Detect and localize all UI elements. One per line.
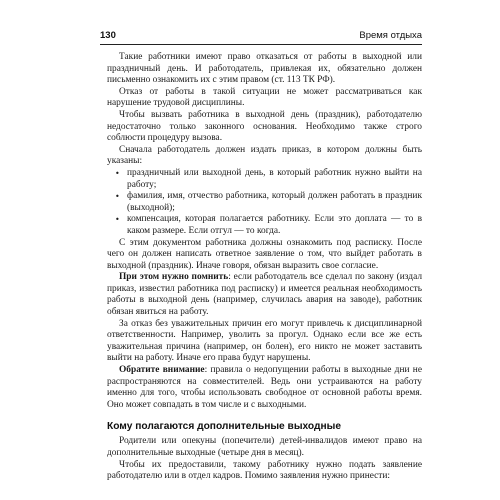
list-item-text: компенсация, которая полагается работнику. Если это доплата — то в каком размере. Если отгул — то когда. (127, 214, 422, 236)
bullet-icon: • (115, 168, 120, 178)
chapter-title: Время отдыха (359, 30, 422, 41)
paragraph: Отказ от работы в такой ситуации не может рассматриваться как нарушение трудовой дисциплины. (107, 86, 422, 109)
bullet-list (107, 168, 422, 238)
paragraph-text: : если работодатель все сделал по закону (издал приказ, известил работника под расписку) и имеется реальная необходимость работы в выходной день (например, случилась авария на заводе), работник обязан явиться на работу. (107, 272, 423, 318)
list-item (107, 168, 422, 191)
list-item-text: фамилия, имя, отчество работника, который должен работать в праздник (выходной); (127, 191, 422, 213)
running-header (100, 30, 422, 45)
paragraph (107, 272, 422, 318)
bullet-icon: • (115, 215, 120, 225)
emphasis: При этом нужно помнить (119, 272, 229, 283)
list-item (107, 214, 422, 237)
paragraph: Чтобы их предоставили, такому работнику нужно подать заявление работодателю или в отдел кадров. Помимо заявления нужно принести: (107, 459, 422, 482)
paragraph: Чтобы вызвать работника в выходной день (праздник), работодателю недостаточно только законного основания. Необходимо также строго соблюсти процедуру вызова. (107, 109, 422, 144)
paragraph: За отказ без уважительных причин его могут привлечь к дисциплинарной ответственности. Например, уволить за прогул. Однако если все же есть уважительная причина (например, он болен), его никто не может заставить выйти на работу. Иначе его права будут нарушены. (107, 318, 422, 364)
paragraph: Сначала работодатель должен издать приказ, в котором должны быть указаны: (107, 144, 422, 167)
body-text (107, 52, 422, 483)
list-item-text: праздничный или выходной день, в который работник нужно выйти на работу; (127, 167, 422, 190)
emphasis: Обратите внимание (119, 365, 205, 376)
paragraph: Родители или опекуны (попечители) детей-инвалидов имеют право на дополнительные выходные (четыре дня в месяц). (107, 436, 422, 458)
paragraph (107, 365, 422, 411)
paragraph-text: : правила о недопущении работы в выходные дни не распространяются на совместителей. Ведь они устраиваются на работу именно для того, чтобы использовать свободное от основной работы время. Оно может совпадать в том числе и с выходными. (107, 365, 422, 410)
page-number: 130 (100, 30, 116, 41)
bullet-icon: • (115, 192, 120, 202)
section-heading: Кому полагаются дополнительные выходные (107, 421, 342, 433)
paragraph: С этим документом работника должны ознакомить под расписку. После чего он должен написать ответное заявление о том, что выйдет работать в выходной (праздник). Иначе говоря, обязан выразить свое согласие. (107, 237, 422, 271)
list-item (107, 191, 422, 214)
paragraph: Такие работники имеют право отказаться от работы в выходной или праздничный день. И работодатель, привлекая их, обязательно должен письменно ознакомить их с этим правом (ст. 113 ТК РФ). (107, 52, 422, 86)
